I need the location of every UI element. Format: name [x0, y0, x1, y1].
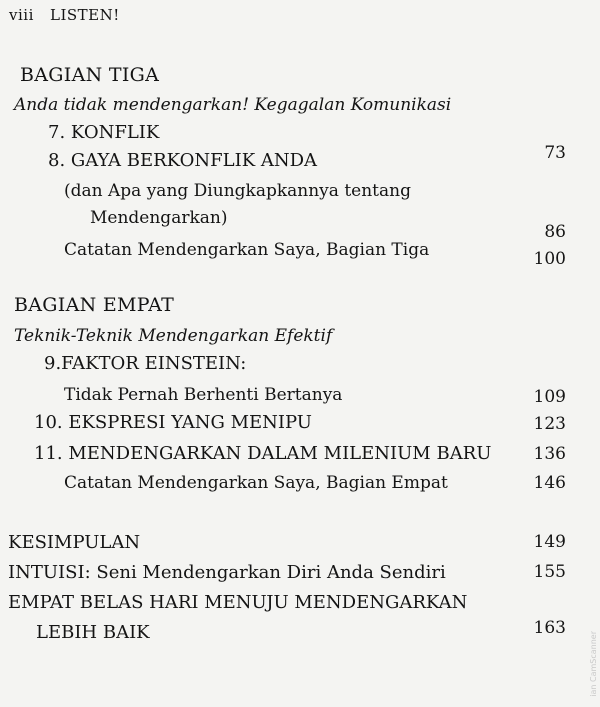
- page-ch9: 109: [533, 387, 566, 407]
- toc-empat-belas-line2: LEBIH BAIK: [36, 622, 150, 643]
- toc-ch9: 9.FAKTOR EINSTEIN:: [44, 353, 247, 374]
- toc-ch11: 11. MENDENGARKAN DALAM MILENIUM BARU: [34, 443, 492, 464]
- page-part3-notes: 100: [533, 249, 566, 269]
- part4-title: BAGIAN EMPAT: [14, 294, 175, 316]
- page-number: viii: [9, 6, 34, 24]
- toc-ch9-sub: Tidak Pernah Berhenti Bertanya: [64, 385, 343, 405]
- scanner-watermark: ian CamScanner: [589, 631, 598, 697]
- page-ch7: 73: [544, 143, 566, 163]
- part3-title: BAGIAN TIGA: [20, 64, 160, 86]
- part3-subtitle: Anda tidak mendengarkan! Kegagalan Komunikasi: [14, 95, 452, 115]
- toc-ch8-sub1: (dan Apa yang Diungkapkannya tentang: [64, 181, 411, 201]
- part4-subtitle: Teknik-Teknik Mendengarkan Efektif: [14, 326, 333, 346]
- toc-ch10: 10. EKSPRESI YANG MENIPU: [34, 412, 312, 433]
- toc-empat-belas: EMPAT BELAS HARI MENUJU MENDENGARKAN: [8, 592, 468, 613]
- page-kesimpulan: 149: [533, 532, 566, 552]
- toc-part3-notes: Catatan Mendengarkan Saya, Bagian Tiga: [64, 240, 430, 260]
- page-empat-belas: 163: [533, 618, 566, 638]
- toc-ch8-sub2: Mendengarkan): [90, 208, 228, 228]
- running-head: LISTEN!: [50, 6, 120, 24]
- page-ch8: 86: [544, 222, 566, 242]
- toc-kesimpulan: KESIMPULAN: [8, 532, 141, 553]
- toc-ch7: 7. KONFLIK: [48, 122, 160, 143]
- page-part4-notes: 146: [533, 473, 566, 493]
- toc-ch8: 8. GAYA BERKONFLIK ANDA: [48, 150, 318, 171]
- page-ch11: 136: [533, 444, 566, 464]
- toc-part4-notes: Catatan Mendengarkan Saya, Bagian Empat: [64, 473, 448, 493]
- page-intuisi: 155: [533, 562, 566, 582]
- toc-intuisi: INTUISI: Seni Mendengarkan Diri Anda Sendiri: [8, 562, 446, 583]
- page-ch10: 123: [533, 414, 566, 434]
